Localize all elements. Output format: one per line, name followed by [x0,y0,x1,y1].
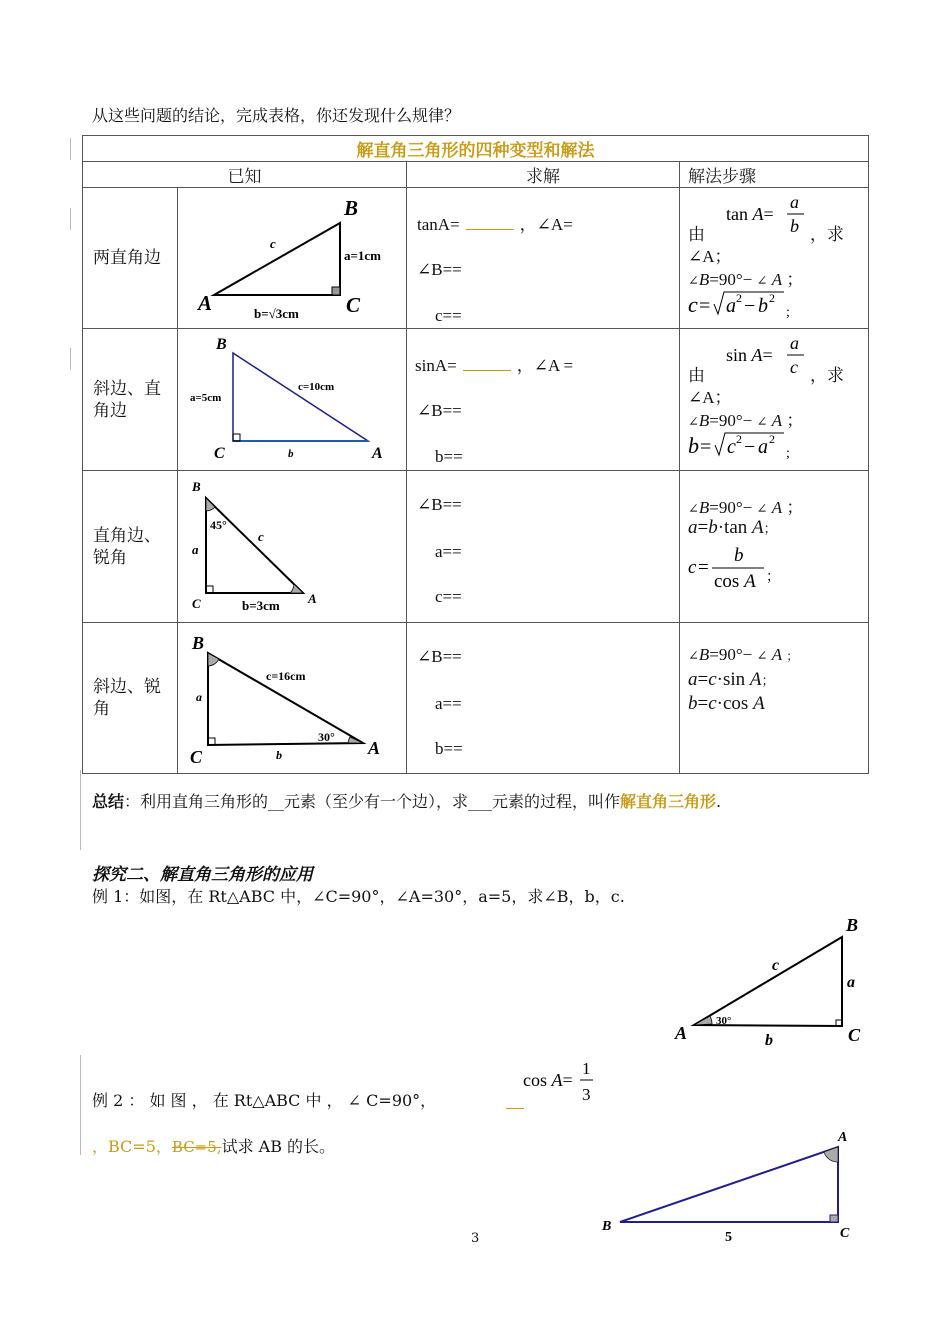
svg-text:2: 2 [736,291,742,305]
svg-text:a: a [726,295,736,317]
steps-line: ∠A； [688,247,732,266]
known-label: 斜边、锐角 [83,623,178,774]
svg-text:B: B [192,479,201,494]
svg-text:−: − [744,436,756,458]
svg-text:A: A [368,738,381,758]
example-2-line2: ，BC=5，BC=5,试求 AB 的长。 [92,1137,336,1156]
margin-mark [70,138,71,160]
steps-cell: ∠B=90°− ∠ A ； a=c·sin A； b=c·cos A [680,623,869,774]
solve-line: ∠B== [417,260,462,279]
known-label: 两直角边 [83,188,178,329]
svg-text:2: 2 [736,432,742,446]
svg-text:a: a [192,542,199,557]
steps-line: ，求 [810,366,844,385]
svg-text:b: b [276,748,282,762]
solve-line: ∠B== [417,401,462,420]
svg-text:c=16cm: c=16cm [266,669,306,683]
solve-cell [407,329,680,471]
svg-text:b=3cm: b=3cm [242,598,280,613]
side-label: b=√3cm [254,306,299,321]
svg-text:−: − [744,295,756,317]
steps-cell: 由 tan A= a b ，求 ∠A； ∠B=90°− ∠ A ； c = a 2 − b 2 ; [680,188,869,329]
solve-line: c== [435,587,462,606]
solve-line: sinA= [415,356,457,375]
svg-text:C: C [190,747,203,767]
solve-line: ，∠A= [519,215,573,234]
svg-text:c: c [727,436,736,458]
page-number: 3 [471,1231,480,1246]
steps-line: ，求 [810,225,844,244]
solve-line: a== [435,542,462,561]
svg-text:；: ； [766,570,780,585]
svg-text:30°: 30° [716,1015,732,1027]
svg-text:;: ; [786,305,790,320]
solution-table [82,135,869,774]
svg-text:cos A=: cos A= [523,1070,573,1090]
svg-text:C: C [214,445,225,462]
solve-line: ，∠A = [516,356,574,375]
svg-text:B: B [602,1219,612,1234]
solve-line: ∠B== [417,495,462,514]
svg-text:b: b [688,433,699,458]
svg-text:30°: 30° [318,730,335,744]
header-solve: 求解 [407,162,680,188]
solve-line: b== [435,447,463,466]
svg-text:1: 1 [582,1059,591,1078]
svg-text:c: c [688,292,698,317]
table-row [83,188,869,329]
triangle-figure [178,471,407,623]
svg-text:=: = [699,295,711,317]
svg-text:45°: 45° [210,518,227,532]
solve-cell [407,471,680,623]
svg-text:A: A [838,1130,848,1145]
svg-text:=: = [698,557,709,578]
summary-highlight: 解直角三角形 [620,792,717,811]
steps-cell: 由 sin A= a c ，求 ∠A； ∠B=90°− ∠ A ； b = c 2 − a 2 ; [680,329,869,471]
svg-text:cos A: cos A [714,571,756,592]
triangle-figure [178,329,407,471]
intro-text: 从这些问题的结论，完成表格，你还发现什么规律？ [92,106,461,125]
table-title: 解直角三角形的四种变型和解法 [83,136,869,162]
solve-cell [407,623,680,774]
table-row [83,623,869,774]
margin-mark [80,1055,81,1155]
steps-cell: ∠B=90°− ∠ A ； a=b·tan A； c = b cos A ； [680,471,869,623]
margin-mark [80,770,81,850]
solve-line: a== [435,694,462,713]
example1-figure [670,910,870,1050]
side-label: a=1cm [344,248,382,263]
vertex-label: A [198,291,213,315]
svg-text:b: b [758,295,768,317]
header-known: 已知 [83,162,407,188]
header-steps: 解法步骤 [680,162,869,188]
svg-text:a=5cm: a=5cm [190,392,222,404]
triangle-figure [178,188,407,329]
svg-text:2: 2 [769,291,775,305]
svg-text:c: c [790,357,798,377]
cos-formula [520,1056,600,1106]
svg-text:c: c [688,557,697,578]
margin-mark [70,348,71,370]
svg-text:C: C [840,1226,850,1241]
table-row [83,471,869,623]
svg-text:c: c [258,529,264,544]
svg-text:a: a [847,974,855,991]
steps-line: 由 [688,225,705,244]
svg-text:b: b [734,545,744,566]
example-1: 例 1：如图，在 Rt△ABC 中，∠C=90°，∠A=30°，a=5，求∠B，b，c. [92,887,625,906]
solve-line: ∠B== [417,647,462,666]
margin-mark [70,208,71,230]
svg-text:=: = [700,436,712,458]
svg-text:A: A [675,1023,688,1043]
summary: 总结：利用直角三角形的__元素（至少有一个边），求___元素的过程，叫作解直角三角形. [92,792,722,811]
example-2: 例 2 ： 如 图 ， 在 Rt△ABC 中 ， ∠ C=90°， [92,1091,437,1110]
svg-text:b: b [790,216,799,236]
svg-text:a: a [758,436,768,458]
svg-text:c=10cm: c=10cm [298,381,335,393]
solve-line: c== [435,306,462,325]
triangle-figure [178,623,407,774]
example2-figure [598,1124,868,1246]
known-label: 斜边、直角边 [83,329,178,471]
svg-text:C: C [848,1025,861,1045]
table-row [83,329,869,471]
svg-text:a: a [790,192,799,212]
section-heading: 探究二、解直角三角形的应用 [92,865,313,885]
svg-text:B: B [846,915,859,935]
svg-text:a: a [790,333,799,353]
solve-cell [407,188,680,329]
svg-text:C: C [192,596,201,611]
svg-text:;: ; [786,446,790,461]
svg-text:tan A=: tan A= [726,204,774,224]
svg-text:5: 5 [725,1230,732,1245]
solve-line: b== [435,739,463,758]
svg-text:sin A=: sin A= [726,345,773,365]
svg-text:b: b [765,1032,773,1049]
svg-text:B: B [192,633,205,653]
known-label: 直角边、锐角 [83,471,178,623]
vertex-label: C [346,293,361,317]
svg-text:3: 3 [582,1085,591,1104]
solve-line: tanA= [417,215,460,234]
svg-text:A: A [308,591,317,606]
svg-text:a: a [196,690,202,704]
side-label: c [270,236,276,251]
svg-text:B: B [216,336,227,353]
svg-text:c: c [772,957,780,974]
summary-label: 总结 [92,792,125,811]
svg-text:A: A [372,445,383,462]
svg-text:2: 2 [769,432,775,446]
steps-line: 由 [688,366,705,385]
steps-line: ∠A； [688,388,732,407]
vertex-label: B [344,196,359,220]
svg-text:b: b [288,448,294,460]
